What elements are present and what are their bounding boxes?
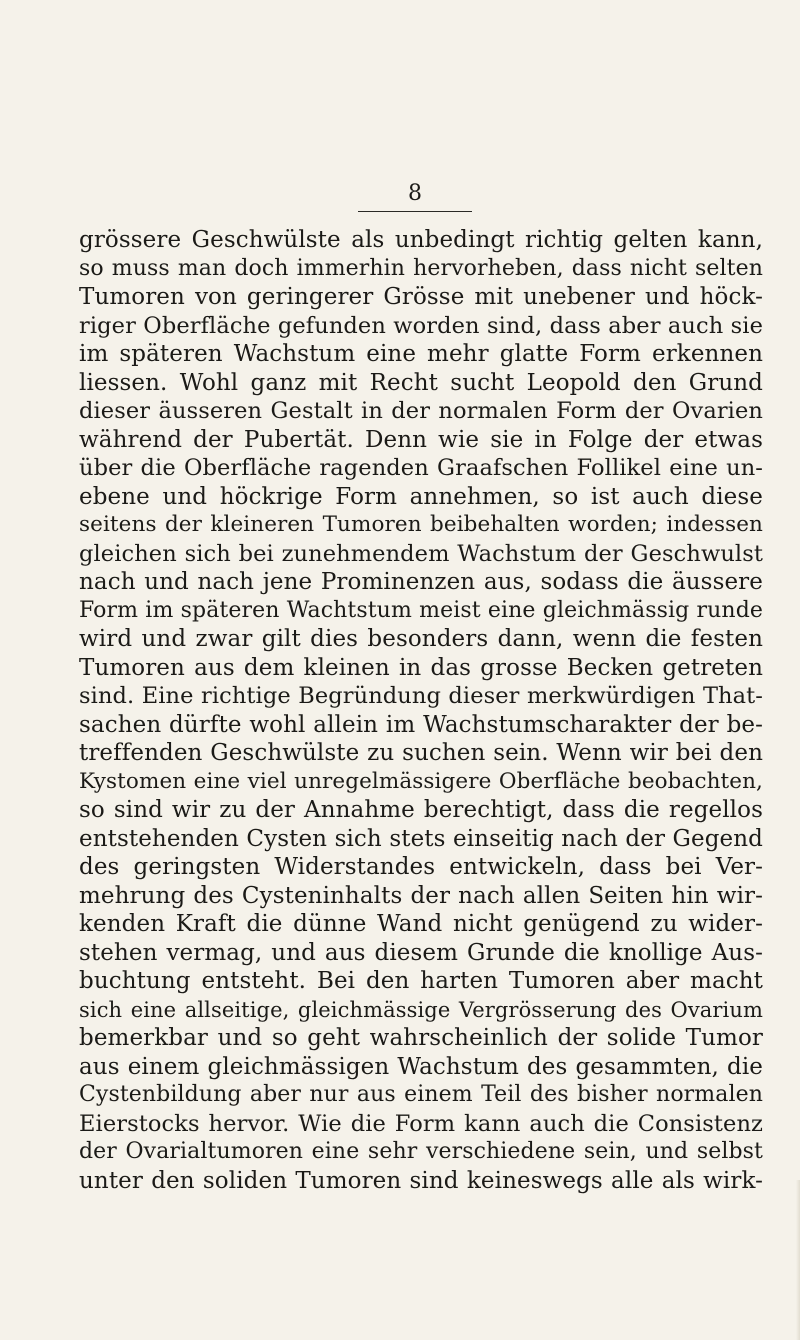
- text-line: mehrung des Cysteninhalts der nach allen Seiten hin wir-: [79, 882, 763, 909]
- text-line: über die Oberfläche ragenden Graafschen Follikel eine un-: [79, 455, 763, 481]
- text-line: unter den soliden Tumoren sind keineswegs alle als wirk-: [79, 1167, 763, 1194]
- text-line: stehen vermag, und aus diesem Grunde die knollige Aus-: [79, 939, 763, 966]
- text-line: sachen dürfte wohl allein im Wachstumscharakter der be-: [79, 711, 763, 738]
- text-line: liessen. Wohl ganz mit Recht sucht Leopold den Grund: [79, 369, 763, 396]
- text-line: grössere Geschwülste als unbedingt richtig gelten kann,: [79, 227, 763, 253]
- text-line: so muss man doch immerhin hervorheben, dass nicht selten: [79, 255, 763, 281]
- text-line: gleichen sich bei zunehmendem Wachstum der Geschwulst: [79, 540, 763, 567]
- text-line: kenden Kraft die dünne Wand nicht genügend zu wider-: [79, 911, 763, 937]
- text-line: Tumoren von geringerer Grösse mit unebener und höck-: [79, 284, 763, 310]
- text-line: sind. Eine richtige Begründung dieser merkwürdigen That-: [79, 683, 763, 709]
- text-line: sich eine allseitige, gleichmässige Vergrösserung des Ovarium: [79, 997, 763, 1022]
- text-line: ebene und höckrige Form annehmen, so ist auch diese: [79, 483, 763, 510]
- text-line: nach und nach jene Prominenzen aus, sodass die äussere: [79, 569, 763, 595]
- text-line: wird und zwar gilt dies besonders dann, wenn die festen: [79, 626, 763, 652]
- text-line: riger Oberfläche gefunden worden sind, dass aber auch sie: [79, 312, 763, 339]
- body-text: [79, 226, 763, 1195]
- text-line: im späteren Wachstum eine mehr glatte Form erkennen: [79, 341, 763, 367]
- text-line: des geringsten Widerstandes entwickeln, dass bei Ver-: [79, 854, 763, 880]
- text-line: dieser äusseren Gestalt in der normalen Form der Ovarien: [79, 398, 763, 424]
- text-line: entstehenden Cysten sich stets einseitig nach der Gegend: [79, 825, 763, 852]
- text-line: Kystomen eine viel unregelmässigere Oberfläche beobachten,: [79, 768, 763, 794]
- header-rule: [358, 211, 472, 212]
- text-line: Eierstocks hervor. Wie die Form kann auch die Consistenz: [79, 1110, 763, 1137]
- page-number: 8: [408, 181, 422, 206]
- text-line: der Ovarialtumoren eine sehr verschiedene sein, und selbst: [79, 1139, 763, 1164]
- text-line: Form im späteren Wachtstum meist eine gleichmässig runde: [79, 597, 763, 623]
- text-line: bemerkbar und so geht wahrscheinlich der solide Tumor: [79, 1025, 763, 1051]
- text-line: so sind wir zu der Annahme berechtigt, dass die regellos: [79, 797, 763, 823]
- text-line: treffenden Geschwülste zu suchen sein. Wenn wir bei den: [79, 740, 763, 766]
- text-line: seitens der kleineren Tumoren beibehalten worden; indessen: [79, 512, 763, 537]
- text-line: buchtung entsteht. Bei den harten Tumoren aber macht: [79, 968, 763, 994]
- text-line: während der Pubertät. Denn wie sie in Folge der etwas: [79, 426, 763, 453]
- text-line: Cystenbildung aber nur aus einem Teil des bisher normalen: [79, 1082, 763, 1107]
- text-line: aus einem gleichmässigen Wachstum des gesammten, die: [79, 1053, 763, 1080]
- text-line: Tumoren aus dem kleinen in das grosse Becken getreten: [79, 654, 763, 681]
- page-edge-shadow: [796, 1180, 800, 1340]
